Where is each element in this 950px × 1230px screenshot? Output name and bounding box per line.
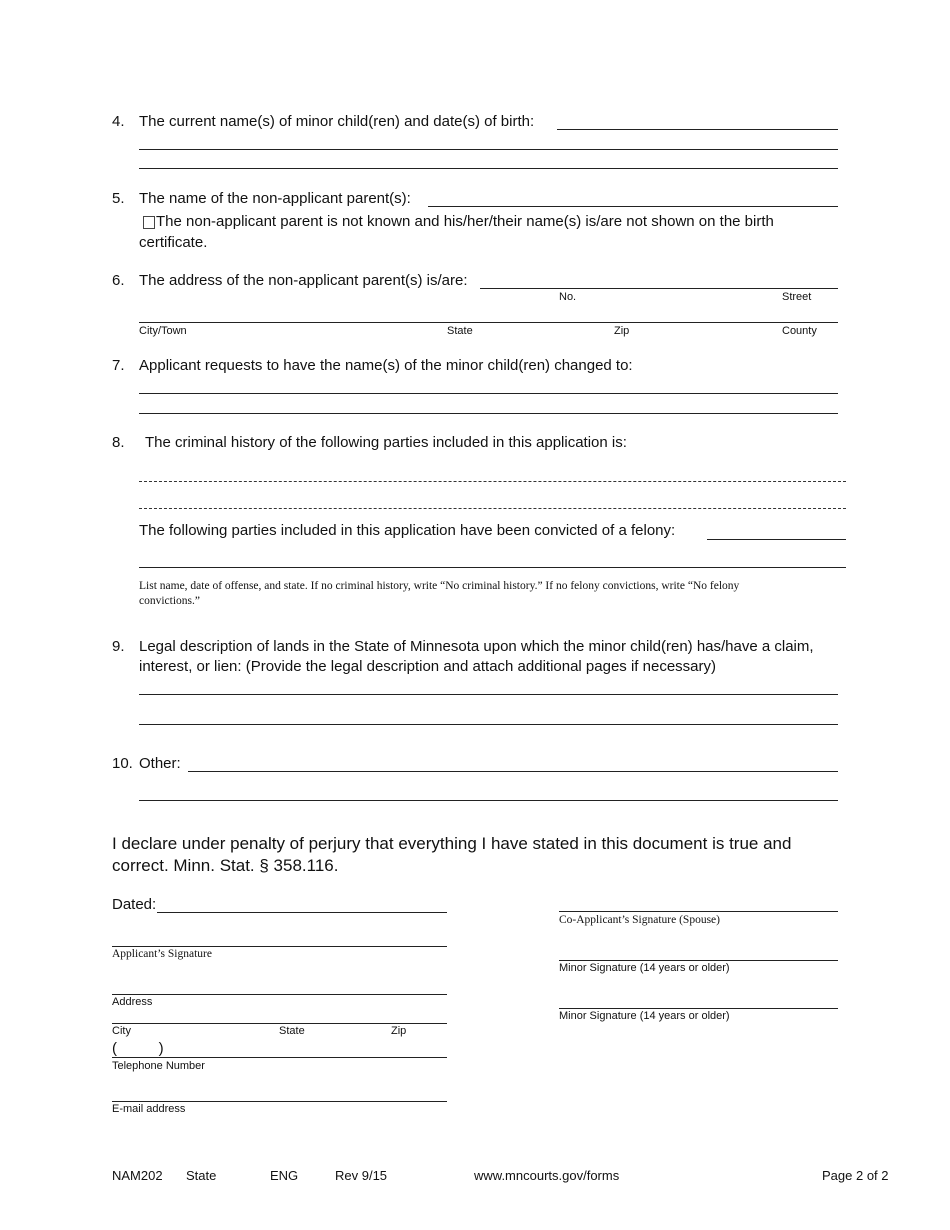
label-city-town: City/Town	[139, 325, 187, 337]
telephone-label: Telephone Number	[112, 1060, 205, 1072]
parent-unknown-label: The non-applicant parent is not known and his/her/their name(s) is/are not shown on the birth	[156, 213, 774, 230]
parent-unknown-checkbox[interactable]	[143, 216, 155, 229]
email-label: E-mail address	[112, 1103, 186, 1115]
item-4-label: The current name(s) of minor child(ren) and date(s) of birth:	[139, 113, 535, 130]
felony-field[interactable]	[707, 539, 838, 540]
felony-line-2-end	[838, 567, 846, 568]
felony-label: The following parties included in this application have been convicted of a felony:	[139, 522, 676, 539]
item-7-number: 7.	[112, 357, 125, 374]
minor-signature-line-1[interactable]	[559, 960, 838, 961]
criminal-history-line-1[interactable]	[139, 481, 846, 482]
label-state: State	[447, 325, 473, 337]
declaration-line-2: correct. Minn. Stat. § 358.116.	[112, 856, 339, 875]
label-no: No.	[559, 291, 577, 303]
item-9-number: 9.	[112, 638, 125, 655]
item-6-number: 6.	[112, 272, 125, 289]
criminal-history-line-2[interactable]	[139, 508, 846, 509]
item-7-label: Applicant requests to have the name(s) of the minor child(ren) changed to:	[139, 357, 633, 374]
non-applicant-parent-field[interactable]	[428, 206, 838, 207]
new-name-line-1[interactable]	[139, 393, 838, 394]
item-8-number: 8.	[112, 434, 125, 451]
state-label: State	[279, 1025, 305, 1037]
item-9-label: Legal description of lands in the State of Minnesota upon which the minor child(ren) has/have a claim,	[139, 638, 814, 655]
item-10-number: 10.	[112, 755, 133, 772]
parent-unknown-label-2: certificate.	[139, 234, 208, 251]
dated-label: Dated:	[112, 896, 157, 913]
label-street: Street	[782, 291, 812, 303]
label-zip: Zip	[614, 325, 630, 337]
new-name-line-2[interactable]	[139, 413, 838, 414]
legal-description-line-2[interactable]	[139, 724, 838, 725]
dated-field[interactable]	[157, 912, 447, 913]
area-code-parens: ( )	[112, 1040, 164, 1057]
footer-revision: Rev 9/15	[335, 1168, 388, 1183]
footer-state: State	[186, 1168, 217, 1183]
other-field[interactable]	[188, 771, 838, 772]
email-line[interactable]	[112, 1101, 447, 1102]
applicant-signature-label: Applicant’s Signature	[112, 948, 212, 960]
address-label: Address	[112, 996, 153, 1008]
label-county: County	[782, 325, 817, 337]
item-8-label: The criminal history of the following parties included in this application is:	[145, 434, 627, 451]
item-4-number: 4.	[112, 113, 125, 130]
footer-language: ENG	[270, 1168, 299, 1183]
address-line[interactable]	[112, 994, 447, 995]
item-6-label: The address of the non-applicant parent(s) is/are:	[139, 272, 468, 289]
child-name-line-3[interactable]	[139, 168, 838, 169]
minor-signature-label-2: Minor Signature (14 years or older)	[559, 1010, 730, 1022]
address-street-field[interactable]	[480, 288, 838, 289]
telephone-line[interactable]	[112, 1057, 447, 1058]
footer-url[interactable]: www.mncourts.gov/forms	[474, 1168, 620, 1183]
felony-line-2[interactable]	[139, 567, 838, 568]
item-10-label: Other:	[139, 755, 181, 772]
criminal-history-note: List name, date of offense, and state. If no criminal history, write “No criminal history.” If no felony convictions, write “No felony	[139, 580, 740, 592]
declaration-line-1: I declare under penalty of perjury that everything I have stated in this document is true and	[112, 834, 792, 853]
item-9-label-2: interest, or lien: (Provide the legal description and attach additional pages if necessary)	[139, 658, 716, 675]
zip-label: Zip	[391, 1025, 407, 1037]
criminal-history-note-2: convictions.”	[139, 595, 200, 607]
co-applicant-signature-line[interactable]	[559, 911, 838, 912]
child-name-line-2[interactable]	[139, 149, 838, 150]
applicant-signature-line[interactable]	[112, 946, 447, 947]
felony-field-end	[838, 539, 846, 540]
legal-description-line-1[interactable]	[139, 694, 838, 695]
address-city-field[interactable]	[139, 322, 838, 323]
minor-signature-label-1: Minor Signature (14 years or older)	[559, 962, 730, 974]
minor-signature-line-2[interactable]	[559, 1008, 838, 1009]
city-state-zip-line[interactable]	[112, 1023, 447, 1024]
item-5-number: 5.	[112, 190, 125, 207]
footer-page-number: Page 2 of 2	[822, 1168, 889, 1183]
item-5-label: The name of the non-applicant parent(s):	[139, 190, 411, 207]
other-line-2[interactable]	[139, 800, 838, 801]
co-applicant-signature-label: Co-Applicant’s Signature (Spouse)	[559, 914, 720, 926]
footer-form-id: NAM202	[112, 1168, 163, 1183]
child-name-field[interactable]	[557, 129, 838, 130]
city-label: City	[112, 1025, 131, 1037]
